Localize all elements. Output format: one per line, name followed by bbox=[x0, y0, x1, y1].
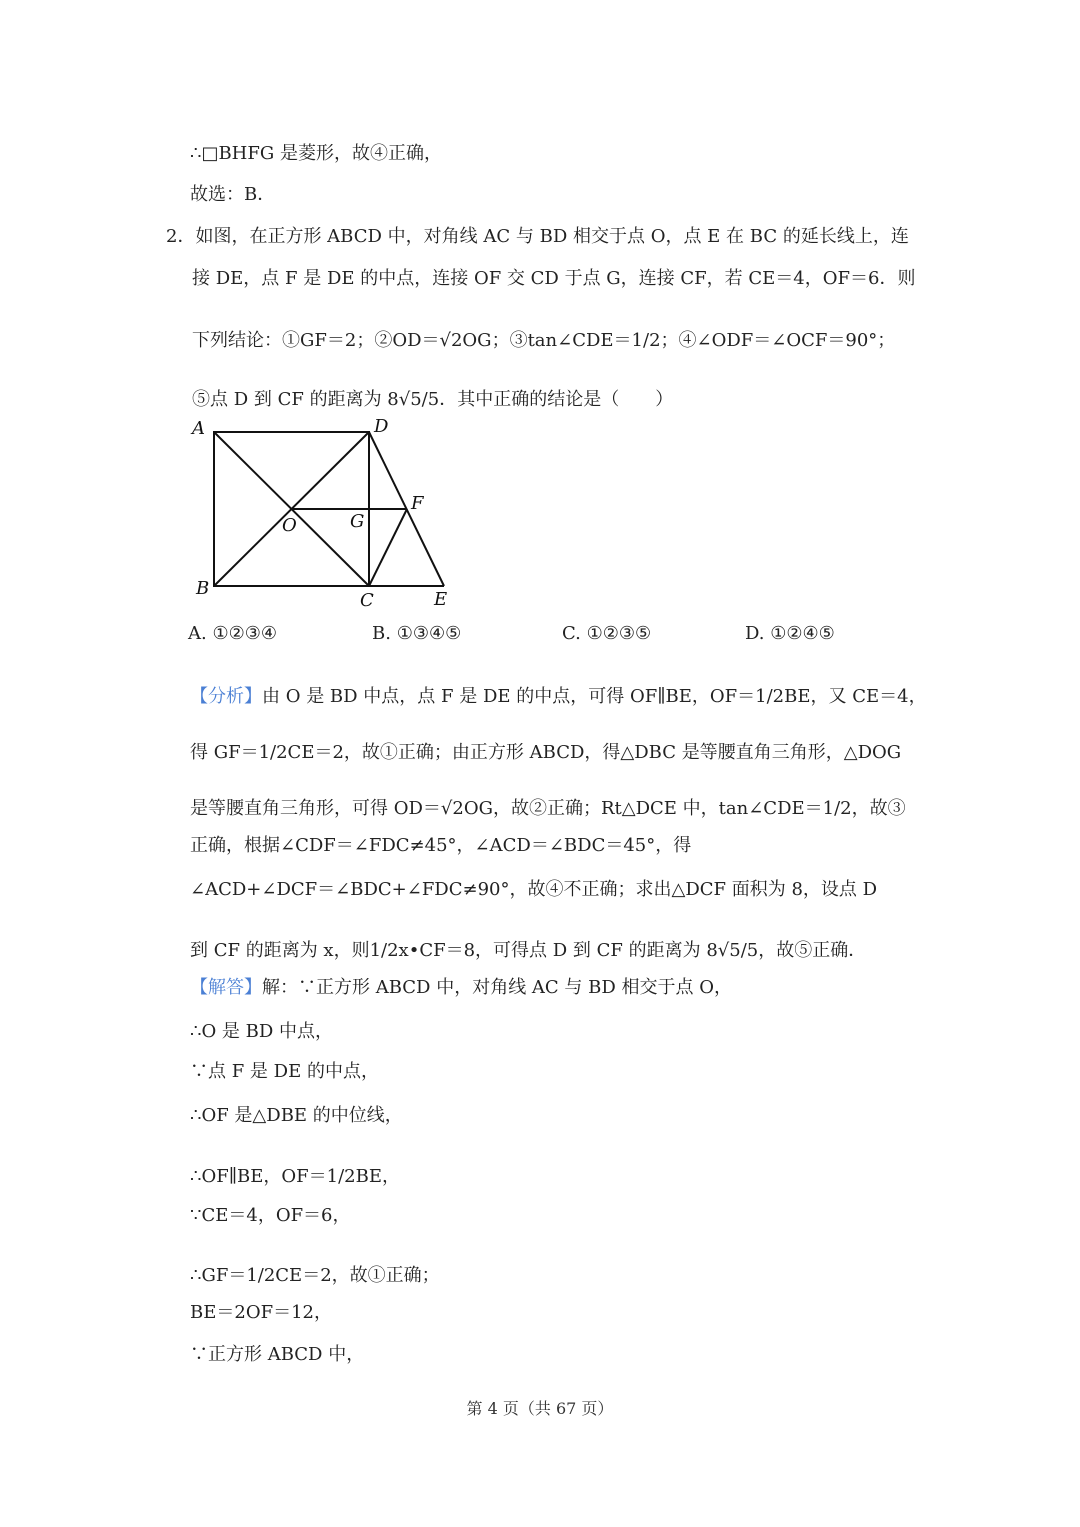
solution-line-9: ∵正方形 ABCD 中， bbox=[190, 1344, 365, 1365]
analysis-line-2: 得 GF＝1/2CE＝2，故①正确；由正方形 ABCD，得△DBC 是等腰直角三角形，△DOG bbox=[190, 742, 902, 763]
option-c bbox=[562, 622, 651, 646]
solution-line-7: ∴GF＝1/2CE＝2，故①正确； bbox=[190, 1265, 440, 1286]
line-2: 故选：B． bbox=[190, 184, 276, 205]
line-1: ∴□BHFG 是菱形，故④正确， bbox=[190, 143, 442, 164]
label-g: G bbox=[350, 511, 365, 532]
solution-text-1: 解：∵正方形 ABCD 中，对角线 AC 与 BD 相交于点 O， bbox=[262, 977, 733, 998]
option-d-text: ①②④⑤ bbox=[770, 623, 835, 644]
geometry-figure bbox=[180, 412, 480, 612]
solution-tag: 【解答】 bbox=[190, 977, 262, 998]
option-b-text: ①③④⑤ bbox=[396, 623, 462, 644]
solution-line-2: ∴O 是 BD 中点， bbox=[190, 1021, 334, 1042]
option-b-letter: B. bbox=[372, 623, 391, 644]
solution-line-5: ∴OF∥BE，OF＝1/2BE， bbox=[190, 1166, 400, 1187]
analysis-line-6: 到 CF 的距离为 x，则1/2x•CF＝8，可得点 D 到 CF 的距离为 8√5/5，故⑤正确． bbox=[190, 940, 867, 961]
page-footer: 第 4 页（共 67 页） bbox=[466, 1399, 614, 1418]
solution-line-1 bbox=[190, 976, 732, 1000]
analysis-tag: 【分析】 bbox=[190, 686, 262, 707]
label-o: O bbox=[282, 515, 297, 536]
option-a-letter: A. bbox=[188, 623, 207, 644]
label-e: E bbox=[434, 589, 448, 610]
label-a: A bbox=[192, 418, 205, 439]
option-a bbox=[188, 622, 277, 646]
analysis-text-1: 由 O 是 BD 中点，点 F 是 DE 的中点，可得 OF∥BE，OF＝1/2BE，又 CE＝4， bbox=[262, 686, 927, 707]
question-2-line-2: 接 DE，点 F 是 DE 的中点，连接 OF 交 CD 于点 G，连接 CF，若 CE＝4，OF＝6．则 bbox=[192, 268, 916, 289]
question-2-line-1: 2．如图，在正方形 ABCD 中，对角线 AC 与 BD 相交于点 O，点 E 在 BC 的延长线上，连 bbox=[166, 226, 909, 247]
segment-cf bbox=[369, 509, 407, 586]
option-c-text: ①②③⑤ bbox=[586, 623, 652, 644]
option-d-letter: D. bbox=[745, 623, 765, 644]
label-d: D bbox=[374, 416, 389, 437]
analysis-line-3: 是等腰直角三角形，可得 OD＝√2OG，故②正确；Rt△DCE 中，tan∠CDE＝1/2，故③ bbox=[190, 798, 906, 819]
label-f: F bbox=[411, 493, 424, 514]
solution-line-8: BE＝2OF＝12， bbox=[190, 1302, 332, 1323]
solution-line-4: ∴OF 是△DBE 的中位线， bbox=[190, 1105, 403, 1126]
option-c-letter: C. bbox=[562, 623, 581, 644]
option-d bbox=[745, 622, 835, 646]
analysis-line-5: ∠ACD+∠DCF＝∠BDC+∠FDC≠90°，故④不正确；求出△DCF 面积为 8，设点 D bbox=[190, 879, 878, 900]
question-2-line-3: 下列结论：①GF＝2；②OD＝√2OG；③tan∠CDE＝1/2；④∠ODF＝∠OCF＝90°； bbox=[192, 330, 896, 351]
solution-line-6: ∵CE＝4，OF＝6， bbox=[190, 1205, 351, 1226]
question-2-line-4: ⑤点 D 到 CF 的距离为 8√5/5．其中正确的结论是（ ） bbox=[192, 389, 674, 410]
label-c: C bbox=[360, 590, 374, 611]
analysis-line-1 bbox=[190, 685, 927, 709]
option-b bbox=[372, 622, 461, 646]
label-b: B bbox=[196, 578, 210, 599]
analysis-line-4: 正确，根据∠CDF＝∠FDC≠45°，∠ACD＝∠BDC＝45°，得 bbox=[190, 835, 692, 856]
option-a-text: ①②③④ bbox=[212, 623, 278, 644]
solution-line-3: ∵点 F 是 DE 的中点， bbox=[190, 1061, 379, 1082]
